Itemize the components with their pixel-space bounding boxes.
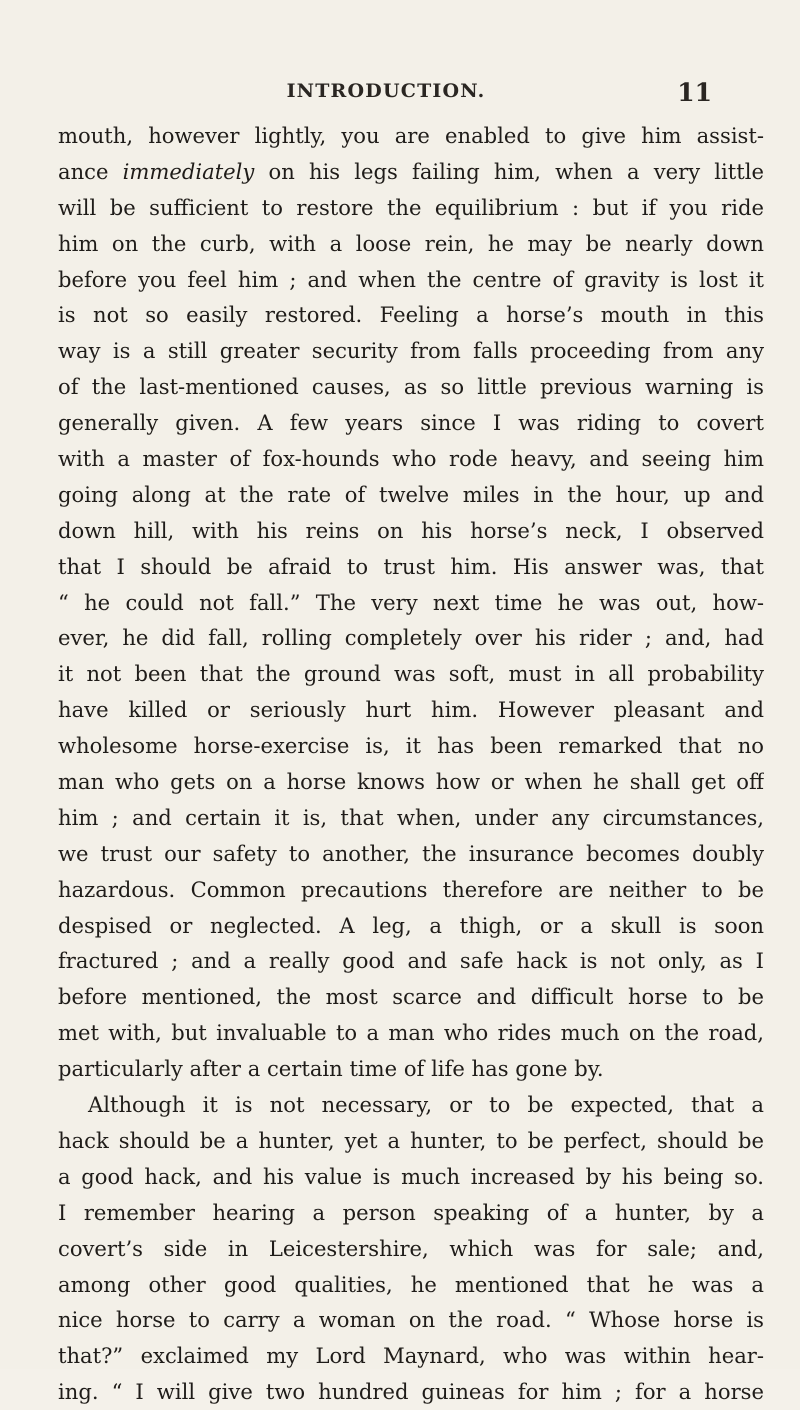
page-header bbox=[60, 80, 712, 120]
text-line: way is a still greater security from falls proceeding from any bbox=[58, 338, 764, 364]
running-head: INTRODUCTION. bbox=[286, 80, 486, 102]
text-line: nice horse to carry a woman on the road. “ Whose horse is bbox=[58, 1307, 764, 1333]
text-line: that?” exclaimed my Lord Maynard, who was within hear- bbox=[58, 1343, 764, 1369]
text-line: wholesome horse-exercise is, it has been remarked that no bbox=[58, 733, 764, 759]
text-line: have killed or seriously hurt him. However pleasant and bbox=[58, 697, 764, 723]
text-line: will be sufficient to restore the equilibrium : but if you ride bbox=[58, 194, 764, 220]
text-line: generally given. A few years since I was riding to covert bbox=[58, 410, 764, 436]
text-line: man who gets on a horse knows how or when he shall get off bbox=[58, 769, 764, 795]
text-line: of the last-mentioned causes, as so little previous warning is bbox=[58, 374, 764, 400]
text-line: covert’s side in Leicestershire, which was for sale; and, bbox=[58, 1235, 764, 1261]
text-segment: ance bbox=[58, 158, 123, 184]
text-line: before mentioned, the most scarce and difficult horse to be bbox=[58, 984, 764, 1010]
text-line: that I should be afraid to trust him. His answer was, that bbox=[58, 553, 764, 579]
body-text bbox=[58, 118, 764, 1410]
text-line: hazardous. Common precautions therefore are neither to be bbox=[58, 876, 764, 902]
text-line: among other good qualities, he mentioned that he was a bbox=[58, 1271, 764, 1297]
emphasis-text: immediately bbox=[122, 158, 255, 184]
text-line: ing. “ I will give two hundred guineas for him ; for a horse bbox=[58, 1379, 764, 1405]
text-line: it not been that the ground was soft, must in all probability bbox=[58, 661, 764, 687]
text-line: “ he could not fall.” The very next time he was out, how- bbox=[58, 589, 764, 615]
text-line: I remember hearing a person speaking of a hunter, by a bbox=[58, 1199, 764, 1225]
text-line: going along at the rate of twelve miles in the hour, up and bbox=[58, 481, 764, 507]
text-line: Although it is not necessary, or to be expected, that a bbox=[88, 1092, 764, 1118]
text-line: ever, he did fall, rolling completely over his rider ; and, had bbox=[58, 625, 764, 651]
text-line: particularly after a certain time of life has gone by. bbox=[58, 1056, 604, 1082]
text-line: before you feel him ; and when the centre of gravity is lost it bbox=[58, 266, 764, 292]
text-line: hack should be a hunter, yet a hunter, to be perfect, should be bbox=[58, 1127, 764, 1153]
text-line: him on the curb, with a loose rein, he may be nearly down bbox=[58, 230, 764, 256]
text-line: is not so easily restored. Feeling a horse’s mouth in this bbox=[58, 302, 764, 328]
text-line: we trust our safety to another, the insurance becomes doubly bbox=[58, 840, 764, 866]
text-line: met with, but invaluable to a man who rides much on the road, bbox=[58, 1020, 764, 1046]
text-line: despised or neglected. A leg, a thigh, or a skull is soon bbox=[58, 912, 764, 938]
text-segment: on his legs failing him, when a very little bbox=[254, 158, 764, 184]
text-line: mouth, however lightly, you are enabled to give him assist- bbox=[58, 123, 764, 148]
text-line: him ; and certain it is, that when, under any circumstances, bbox=[58, 804, 764, 830]
text-line: with a master of fox-hounds who rode heavy, and seeing him bbox=[58, 446, 764, 472]
text-line bbox=[58, 154, 764, 190]
text-line: down hill, with his reins on his horse’s neck, I observed bbox=[58, 517, 764, 543]
page-number: 11 bbox=[677, 78, 712, 107]
text-line: fractured ; and a really good and safe hack is not only, as I bbox=[58, 948, 764, 974]
text-line: a good hack, and his value is much increased by his being so. bbox=[58, 1163, 764, 1189]
